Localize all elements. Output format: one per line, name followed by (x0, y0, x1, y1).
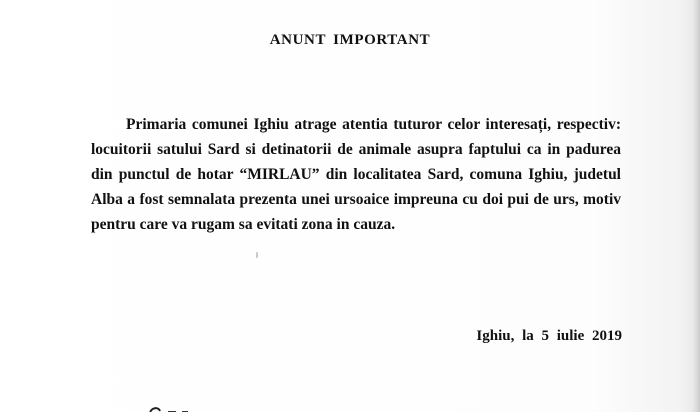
document-title: ANUNT IMPORTANT (269, 32, 431, 48)
place-and-date: Ighiu, la 5 iulie 2019 (476, 328, 622, 344)
scan-speck (256, 252, 258, 258)
cutoff-text-glyphs (146, 400, 236, 412)
announcement-body: Primaria comunei Ighiu atrage atentia tuturor celor interesați, respectiv: locuitorii satului Sard si detinatorii de animale asupra faptului ca in padurea din punctul de hotar “MIRLAU” din localitatea Sard, comuna Ighiu, judetul Alba a fost semnalata prezenta unei ursoaice impreuna cu doi pui de urs, motiv pentru care va rugam sa evitati zona in cauza. (91, 116, 621, 233)
cropped-text-strokes (146, 402, 236, 412)
cutoff-text-fragment (146, 400, 236, 412)
page-edge-shadow (692, 0, 700, 412)
